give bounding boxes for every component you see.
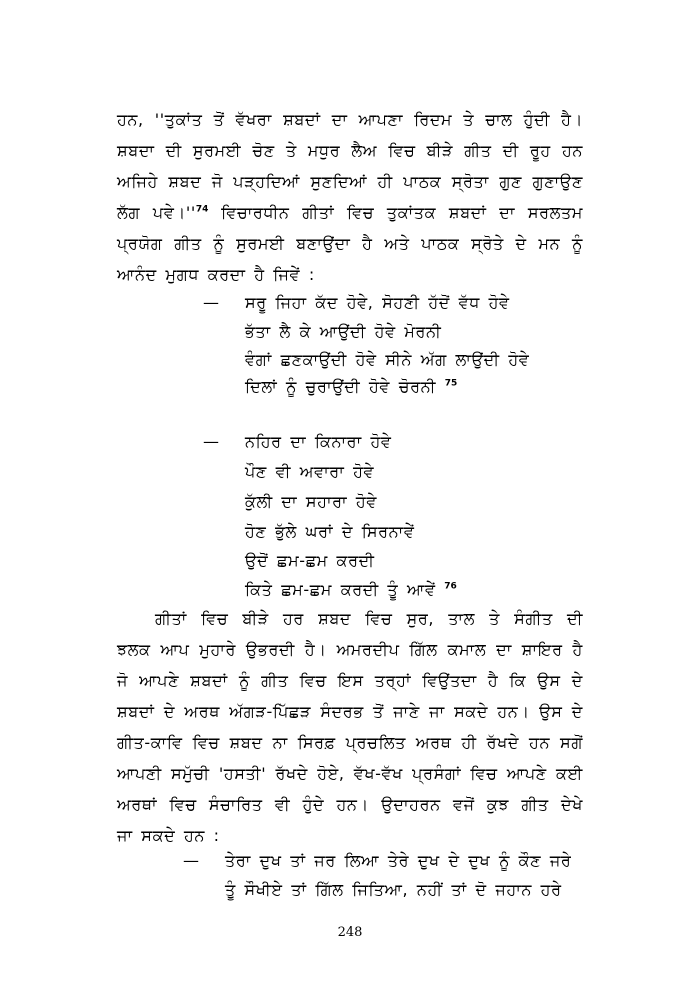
verse-2-dash: — bbox=[203, 432, 219, 451]
paragraph-1-line-4-rest: ਵਿਚਾਰਧੀਨ ਗੀਤਾਂ ਵਿਚ ਤੁਕਾਂਤਕ ਸ਼ਬਦਾਂ ਦਾ ਸਰਲਤਮ bbox=[208, 203, 583, 222]
verse-2-line-2: ਪੌਣ ਵੀ ਅਵਾਰਾ ਹੋਵੇ bbox=[245, 462, 375, 481]
verse-1-dash: — bbox=[203, 293, 219, 312]
paragraph-1-line-5: ਪ੍ਰਯੋਗ ਗੀਤ ਨੂੰ ਸੁਰਮਈ ਬਣਾਉਂਦਾ ਹੈ ਅਤੇ ਪਾਠਕ ਸ੍ਰੋਤੇ ਦੇ ਮਨ ਨੂੰ bbox=[117, 234, 583, 253]
paragraph-1-line-6: ਆਨੰਦ ਮੁਗਧ ਕਰਦਾ ਹੈ ਜਿਵੇਂ : bbox=[117, 265, 315, 284]
verse-3-line-1: ਤੇਰਾ ਦੁਖ ਤਾਂ ਜਰ ਲਿਆ ਤੇਰੇ ਦੁਖ ਦੇ ਦੁਖ ਨੂੰ ਕੌਣ ਜਰੇ bbox=[225, 851, 572, 870]
paragraph-2-line-5: ਗੀਤ-ਕਾਵਿ ਵਿਚ ਸ਼ਬਦ ਨਾ ਸਿਰਫ਼ ਪ੍ਰਚਲਿਤ ਅਰਥ ਹੀ ਰੱਖਦੇ ਹਨ ਸਗੋਂ bbox=[117, 733, 583, 752]
paragraph-2-line-6: ਆਪਣੀ ਸਮੁੱਚੀ 'ਹਸਤੀ' ਰੱਖਦੇ ਹੋਏ, ਵੱਖ-ਵੱਖ ਪ੍ਰਸੰਗਾਂ ਵਿਚ ਆਪਣੇ ਕਈ bbox=[117, 764, 583, 783]
page-number: 248 bbox=[337, 925, 363, 940]
verse-2-line-6 bbox=[245, 580, 457, 600]
paragraph-2-line-1: ਗੀਤਾਂ ਵਿਚ ਬੀੜੇ ਹਰ ਸ਼ਬਦ ਵਿਚ ਸੁਰ, ਤਾਲ ਤੇ ਸੰਗੀਤ ਦੀ bbox=[155, 609, 583, 628]
verse-2-line-5: ਉਦੋਂ ਛਮ-ਛਮ ਕਰਦੀ bbox=[245, 551, 375, 570]
footnote-ref-74: 74 bbox=[195, 204, 209, 215]
paragraph-1-line-2: ਸ਼ਬਦਾ ਦੀ ਸੁਰਮਈ ਚੋਣ ਤੇ ਮਧੁਰ ਲੈਅ ਵਿਚ ਬੀੜੇ ਗੀਤ ਦੀ ਰੂਹ ਹਨ bbox=[117, 141, 583, 160]
paragraph-2-line-3: ਜੋ ਆਪਣੇ ਸ਼ਬਦਾਂ ਨੂੰ ਗੀਤ ਵਿਚ ਇਸ ਤਰ੍ਹਾਂ ਵਿਉਂਤਦਾ ਹੈ ਕਿ ਉਸ ਦੇ bbox=[117, 671, 583, 690]
verse-1-line-2: ਭੱਤਾ ਲੈ ਕੇ ਆਉਂਦੀ ਹੋਵੇ ਮੋਰਨੀ bbox=[245, 322, 442, 341]
verse-2-line-6-text: ਕਿਤੇ ਛਮ-ਛਮ ਕਰਦੀ ਤੂੰ ਆਵੇਂ bbox=[245, 580, 436, 599]
paragraph-1-line-1: ਹਨ, ''ਤੁਕਾਂਤ ਤੋਂ ਵੱਖਰਾ ਸ਼ਬਦਾਂ ਦਾ ਆਪਣਾ ਰਿਦਮ ਤੇ ਚਾਲ ਹੁੰਦੀ ਹੈ। bbox=[117, 110, 583, 129]
paragraph-1-line-4 bbox=[117, 203, 583, 223]
verse-1-line-3: ਵੰਗਾਂ ਛਣਕਾਉਂਦੀ ਹੋਵੇ ਸੀਨੇ ਅੱਗ ਲਾਉਂਦੀ ਹੋਵੇ bbox=[245, 350, 530, 369]
verse-1-line-1: ਸਰੂ ਜਿਹਾ ਕੱਦ ਹੋਵੇ, ਸੋਹਣੀ ਹੱਦੋਂ ਵੱਧ ਹੋਵੇ bbox=[245, 293, 510, 312]
verse-1-line-4-text: ਦਿਲਾਂ ਨੂੰ ਚੁਰਾਉਂਦੀ ਹੋਵੇ ਚੋਰਨੀ bbox=[245, 377, 437, 396]
paragraph-2-line-8: ਜਾ ਸਕਦੇ ਹਨ : bbox=[117, 826, 220, 845]
footnote-ref-75: 75 bbox=[444, 378, 458, 389]
footnote-ref-76: 76 bbox=[444, 581, 457, 592]
paragraph-2-line-7: ਅਰਥਾਂ ਵਿਚ ਸੰਚਾਰਿਤ ਵੀ ਹੁੰਦੇ ਹਨ। ਉਦਾਹਰਨ ਵਜੋਂ ਕੁਝ ਗੀਤ ਦੇਖੇ bbox=[117, 795, 583, 814]
paragraph-1-line-4-start: ਲੱਗ ਪਵੇ।'' bbox=[117, 203, 196, 222]
paragraph-2-line-4: ਸ਼ਬਦਾਂ ਦੇ ਅਰਥ ਅੱਗੜ-ਪਿੱਛੜ ਸੰਦਰਭ ਤੋਂ ਜਾਣੇ ਜਾ ਸਕਦੇ ਹਨ। ਉਸ ਦੇ bbox=[117, 702, 583, 721]
paragraph-1-line-3: ਅਜਿਹੇ ਸ਼ਬਦ ਜੋ ਪੜ੍ਹਦਿਆਂ ਸੁਣਦਿਆਂ ਹੀ ਪਾਠਕ ਸ੍ਰੋਤਾ ਗੁਣ ਗੁਣਾਉਣ bbox=[117, 172, 583, 191]
paragraph-2-line-2: ਝਲਕ ਆਪ ਮੁਹਾਰੇ ਉਭਰਦੀ ਹੈ। ਅਮਰਦੀਪ ਗਿੱਲ ਕਮਾਲ ਦਾ ਸ਼ਾਇਰ ਹੈ bbox=[117, 640, 583, 659]
verse-2-line-1: ਨਹਿਰ ਦਾ ਕਿਨਾਰਾ ਹੋਵੇ bbox=[245, 432, 392, 451]
verse-3-dash: — bbox=[183, 851, 199, 870]
verse-2-line-4: ਹੋਣ ਭੁੱਲੇ ਘਰਾਂ ਦੇ ਸਿਰਨਾਵੇਂ bbox=[245, 522, 415, 541]
verse-2-line-3: ਕੁੱਲੀ ਦਾ ਸਹਾਰਾ ਹੋਵੇ bbox=[245, 492, 377, 511]
verse-1-line-4 bbox=[245, 377, 457, 397]
verse-3-line-2: ਤੂੰ ਸੌਖੀਏ ਤਾਂ ਗਿੱਲ ਜਿਤਿਆ, ਨਹੀਂ ਤਾਂ ਦੋ ਜਹਾਨ ਹਰੇ bbox=[225, 880, 562, 899]
